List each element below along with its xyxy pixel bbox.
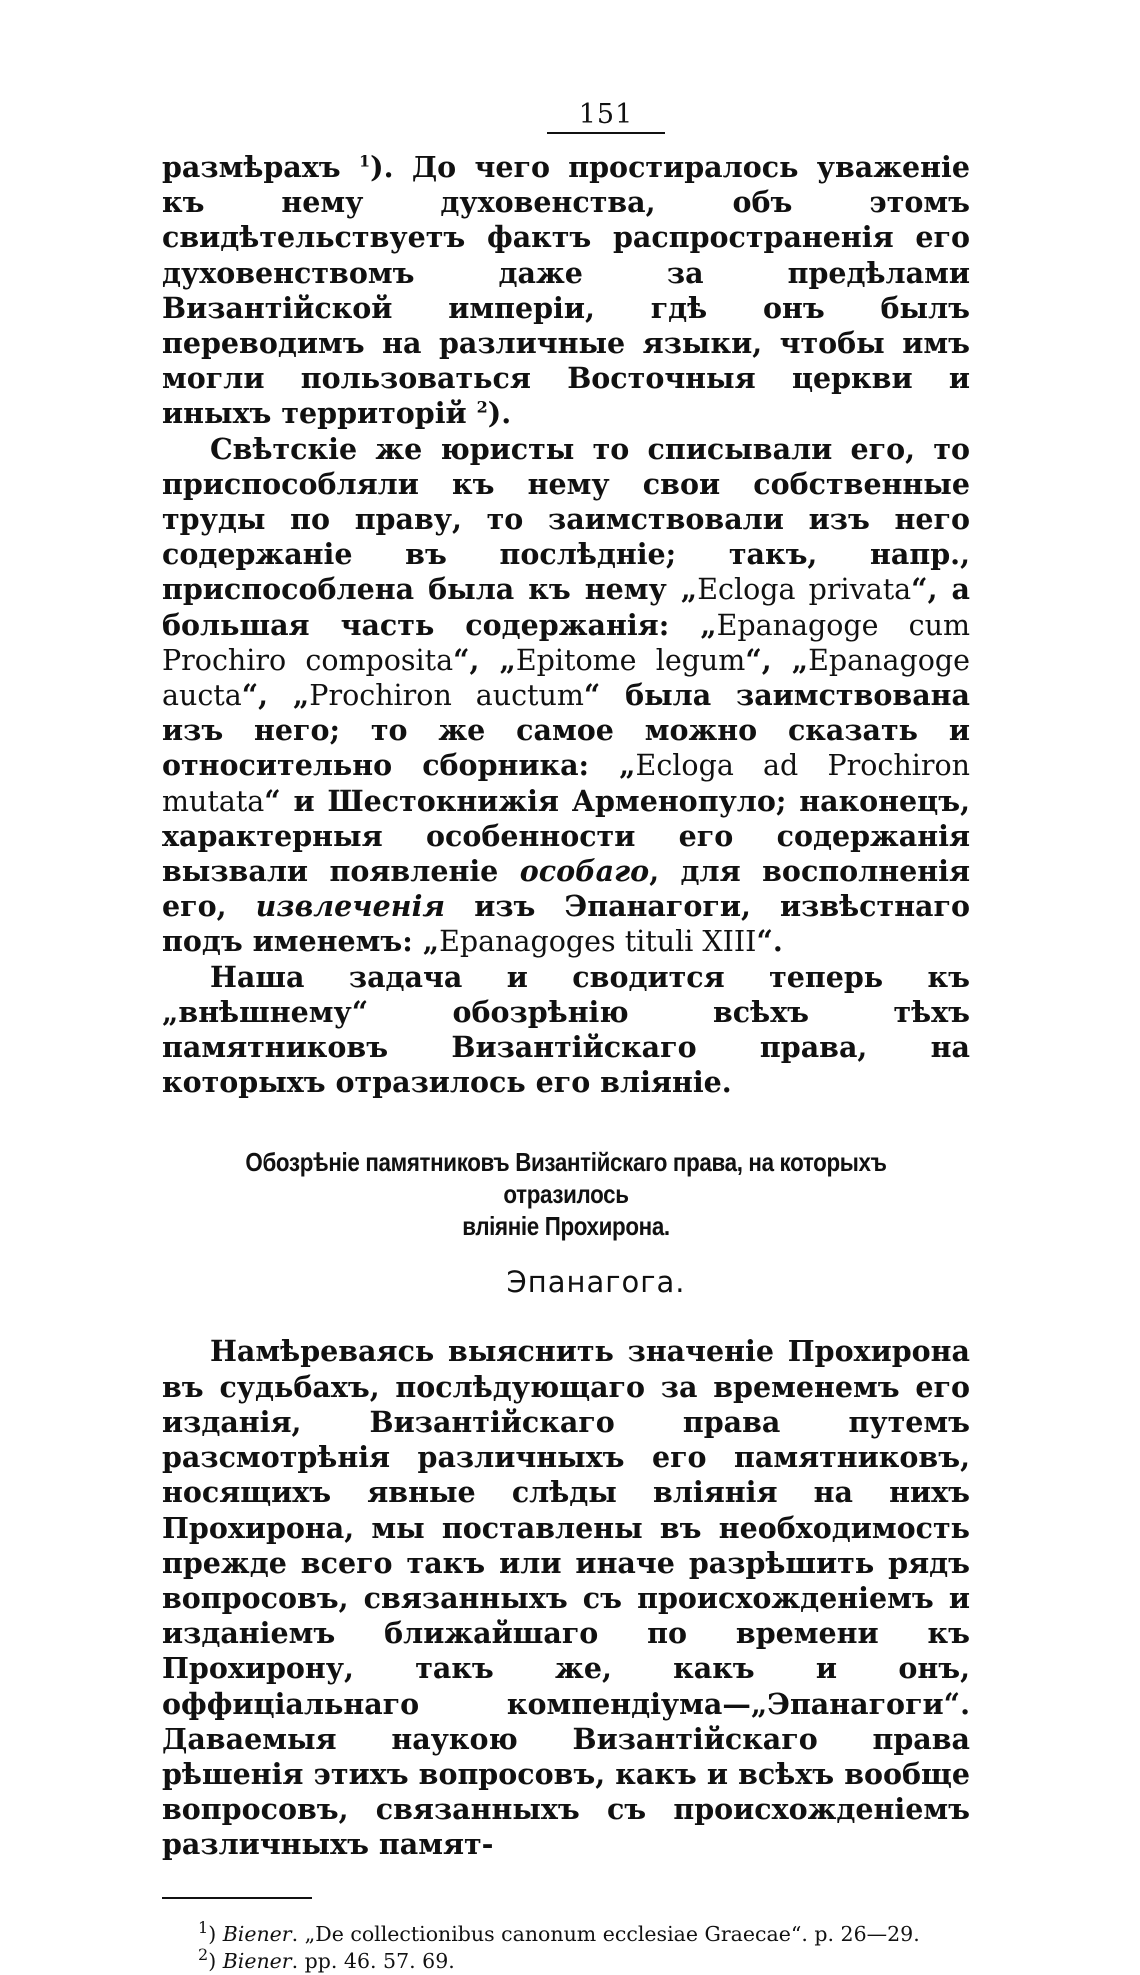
footnote-1-author: Biener — [222, 1921, 292, 1946]
italic-word-izvlecheniya: извлеченія — [255, 889, 446, 924]
paragraph-1-text-a: размѣрахъ — [162, 150, 359, 184]
text-block-2 — [162, 1334, 970, 1862]
subsection-title: Эпанагога. — [506, 1265, 686, 1300]
footnote-divider — [162, 1897, 312, 1899]
latin-title-ecloga-mutata: Ecloga ad Prochiron mutata — [162, 749, 970, 818]
paragraph-4: Намѣреваясь выяснить значеніе Прохирона въ судьбахъ, послѣдующаго за временемъ его изданія, Византійскаго права путемъ разсмотрѣнія различныхъ его памятниковъ, носящихъ явные слѣды вліянія на нихъ Прохирона, мы поставлены въ необходимость прежде всего такъ или иначе разрѣшить рядъ вопросовъ, связанныхъ съ происхожденіемъ и изданіемъ ближайшаго по времени къ Прохирону, такъ же, какъ и онъ, оффиціальнаго компендіума—„Эпанагоги“. Даваемыя наукою Византійскаго права рѣшенія этихъ вопросовъ, какъ и всѣхъ вообще вопросовъ, связанныхъ съ происхожденіемъ различныхъ памят- — [162, 1334, 970, 1862]
latin-title-prochiron-auctum: Prochiron auctum — [309, 679, 584, 713]
section-heading — [219, 1146, 914, 1242]
latin-title-epanagoge-composita: Epanagoge cum Prochiro composita — [162, 608, 970, 677]
footnote-1-text: . „De collectionibus canonum ecclesiae Graecae“. p. 26—29. — [291, 1921, 920, 1946]
latin-title-epitome-legum: Epitome legum — [515, 643, 746, 677]
section-heading-line-2: вліяніе Прохирона. — [462, 1211, 670, 1242]
paragraph-3: Наша задача и сводится теперь къ „внѣшнему“ обозрѣнію всѣхъ тѣхъ памятниковъ Византійскаго права, на которыхъ отразилось его вліяніе. — [162, 959, 970, 1100]
footnote-2-number: 2 — [198, 1944, 209, 1964]
text-block-1 — [162, 150, 970, 1100]
footnote-2 — [162, 1944, 970, 1975]
paragraph-2-text-j: “. — [756, 924, 783, 959]
paragraph-2-text-i: изъ Эпанагоги, извѣстнаго подъ именемъ: „ — [162, 889, 970, 959]
paragraph-2-text-b: “, а большая часть содержанія: „ — [162, 572, 970, 642]
footnote-2-author: Biener — [222, 1948, 292, 1973]
page-number-container — [242, 100, 970, 134]
footnote-2-text: . pp. 46. 57. 69. — [291, 1948, 455, 1973]
italic-word-osobago: особаго — [519, 854, 650, 889]
latin-title-ecloga-privata: Ecloga privata — [697, 573, 912, 607]
paragraph-2-text-h: , для восполненія его, — [162, 854, 970, 924]
latin-title-epanagoge-aucta: Epanagoge aucta — [162, 643, 970, 713]
footnote-ref-2: 2 — [476, 397, 488, 417]
page-number: 151 — [547, 100, 666, 134]
latin-title-epanagoges-tituli: Epanagoges tituli XIII — [439, 925, 757, 959]
paragraph-2-text-d: “, „ — [745, 642, 809, 677]
footnote-ref-1: 1 — [358, 151, 371, 171]
paragraph-2-text-a: Свѣтскіе же юристы то списывали его, то приспособляли къ нему свои собственные труды по праву, то заимствовали изъ него содержаніе въ послѣдніе; такъ, напр., приспособлена была къ нему „ — [162, 431, 970, 607]
paragraph-1-text-c: ). — [487, 396, 512, 431]
footnote-1 — [162, 1917, 970, 1948]
section-heading-line-1: Обозрѣніе памятниковъ Византійскаго права, на которыхъ отразилось — [245, 1147, 887, 1210]
footnote-1-paren: ) — [208, 1921, 217, 1946]
paragraph-2-text-e: “, „ — [241, 678, 310, 713]
paragraph-1 — [162, 150, 970, 432]
book-page — [162, 100, 970, 1975]
paragraph-2-text-f: “ была заимствована изъ него; то же самое можно сказать и относительно сборника: „ — [162, 678, 970, 783]
paragraph-1-text-b: ). До чего простиралось уваженіе къ нему духовенства, объ этомъ свидѣтельствуетъ фактъ распространенія его духовенствомъ даже за предѣлами Византійской имперіи, гдѣ онъ былъ переводимъ на различные языки, чтобы имъ могли пользоваться Восточныя церкви и иныхъ территорій — [162, 150, 970, 431]
paragraph-2-text-g: “ и Шестокнижія Арменопуло; наконецъ, характерныя особенности его содержанія вызвали появленіе — [162, 783, 970, 889]
footnotes — [162, 1917, 970, 1975]
paragraph-2-text-c: “, „ — [453, 642, 516, 677]
footnote-2-paren: ) — [208, 1948, 217, 1973]
footnote-1-number: 1 — [198, 1917, 209, 1937]
paragraph-2 — [162, 432, 970, 960]
